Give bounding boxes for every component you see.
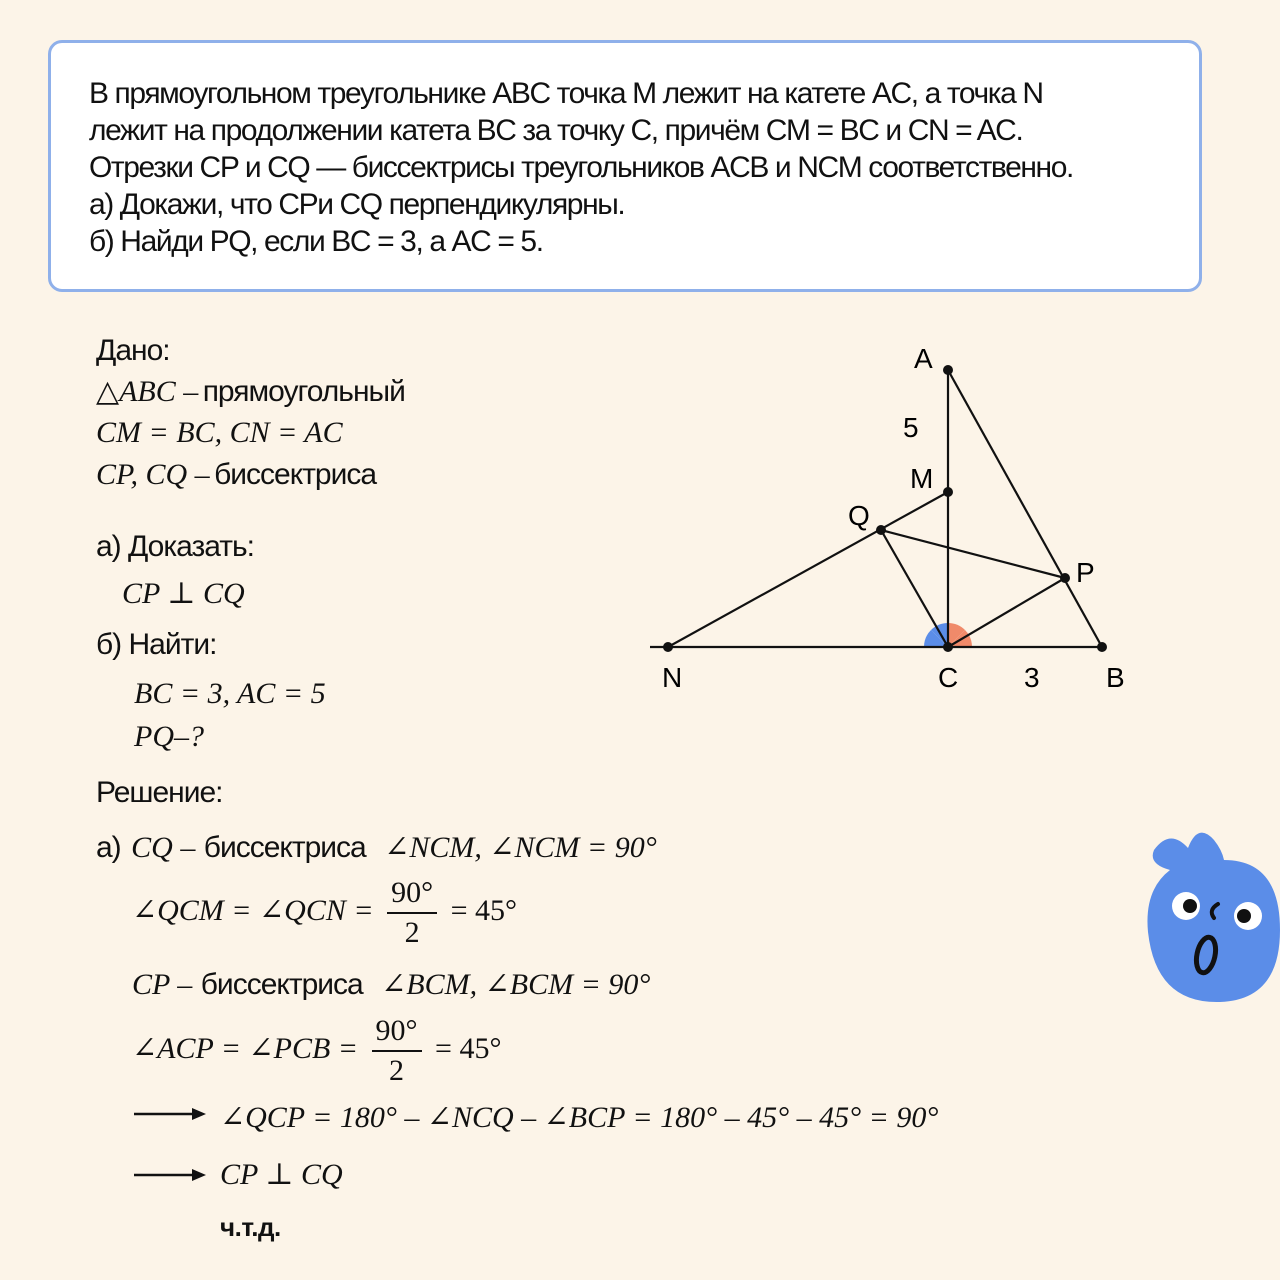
given-line-2: CM = BC, CN = AC — [96, 416, 343, 449]
given-line-1-text: прямоугольный — [202, 375, 405, 408]
problem-line: а) Докажи, что CPи CQ перпендикулярны. — [89, 188, 625, 221]
given-line-1-math: △ABC – — [96, 375, 199, 408]
point-m — [943, 487, 953, 497]
label-c: C — [938, 662, 959, 693]
given-heading: Дано: — [96, 334, 170, 367]
solution-label-a: а) — [96, 831, 121, 864]
segment-qp — [881, 530, 1065, 578]
solution-step-4 — [132, 1014, 501, 1088]
problem-line: В прямоугольном треугольнике ABC точка M лежит на катете AC, а точка N — [89, 77, 1043, 110]
triangle-segments — [650, 370, 1102, 647]
point-b — [1097, 642, 1107, 652]
given-line-1 — [96, 374, 405, 409]
point-q — [876, 525, 886, 535]
segment-cq — [881, 530, 948, 647]
step-2-right: = 45° — [450, 893, 518, 927]
label-length-cb: 3 — [1024, 662, 1040, 693]
step-3-text: биссектриса — [200, 968, 363, 1001]
label-a: A — [914, 343, 933, 374]
triangle-diagram — [620, 330, 1160, 710]
problem-box — [48, 40, 1202, 292]
step-4-left: ∠ACP = ∠PCB = — [132, 1031, 359, 1065]
point-p — [1060, 573, 1070, 583]
solution-step-5: ∠QCP = 180° – ∠NCQ – ∠BCP = 180° – 45° – 45° = 90° — [220, 1101, 939, 1134]
mascot-icon — [1140, 820, 1280, 1010]
prove-heading: а) Доказать: — [96, 530, 254, 563]
label-length-am: 5 — [903, 412, 919, 443]
step-4-denominator: 2 — [389, 1054, 405, 1087]
step-2-denominator: 2 — [404, 916, 420, 949]
solution-step-2 — [132, 876, 517, 950]
solution-step-6: CP ⊥ CQ — [220, 1158, 343, 1191]
find-heading: б) Найти: — [96, 628, 217, 661]
solution-step-3 — [132, 967, 650, 1002]
step-1-text: биссектриса — [203, 831, 366, 864]
segment-ab — [948, 370, 1102, 647]
arrow-right-icon — [132, 1165, 208, 1185]
step-4-right: = 45° — [435, 1031, 502, 1065]
label-b: B — [1106, 662, 1125, 693]
step-1-math-a: CQ – — [131, 831, 196, 864]
label-p: P — [1076, 557, 1095, 588]
label-n: N — [662, 662, 683, 693]
segment-cp — [948, 578, 1065, 647]
point-a — [943, 365, 953, 375]
step-4-fraction — [372, 1014, 422, 1088]
step-2-fraction — [387, 876, 437, 950]
problem-line: Отрезки CP и CQ — биссектрисы треугольников ACB и NCM соответственно. — [89, 151, 1073, 184]
prove-statement: CP ⊥ CQ — [122, 577, 245, 610]
points — [663, 365, 1107, 652]
qed-mark: ч.т.д. — [220, 1212, 281, 1242]
solution-step-1 — [96, 830, 657, 865]
find-line-1: BC = 3, AC = 5 — [134, 677, 326, 710]
problem-line: б) Найди PQ, если BC = 3, а AC = 5. — [89, 225, 543, 258]
solution-heading: Решение: — [96, 776, 223, 809]
point-n — [663, 642, 673, 652]
find-line-2: PQ–? — [134, 720, 204, 753]
given-line-3 — [96, 458, 376, 492]
label-q: Q — [848, 500, 870, 531]
step-3-math-b: ∠BCM, ∠BCM = 90° — [381, 968, 651, 1001]
step-4-numerator: 90° — [372, 1014, 422, 1052]
label-m: M — [910, 463, 934, 494]
segment-nm — [668, 492, 948, 647]
step-3-math-a: CP – — [132, 968, 193, 1001]
point-c — [943, 642, 953, 652]
given-line-3-math: CP, CQ – — [96, 458, 210, 491]
given-line-3-text: биссектриса — [214, 458, 377, 491]
step-2-numerator: 90° — [387, 876, 437, 914]
step-1-math-b: ∠NCM, ∠NCM = 90° — [384, 831, 657, 864]
arrow-right-icon — [132, 1104, 208, 1124]
problem-line: лежит на продолжении катета BC за точку C, причём CM = BC и CN = AC. — [89, 114, 1023, 147]
step-2-left: ∠QCM = ∠QCN = — [132, 893, 374, 927]
